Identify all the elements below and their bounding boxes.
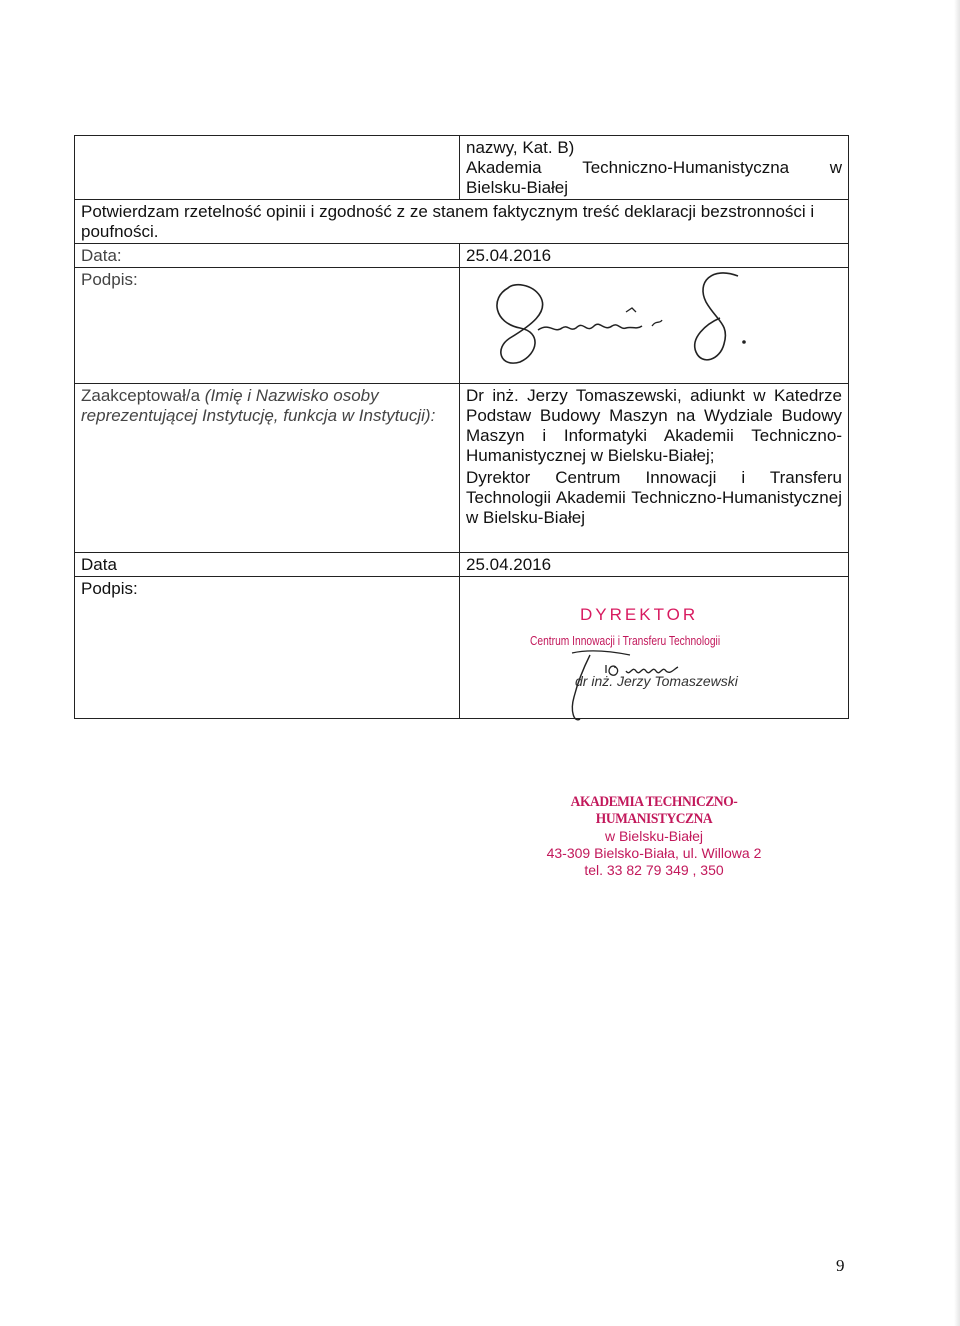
date-label-cell-2 (75, 553, 460, 577)
institution-word-2: Techniczno-Humanistyczna (582, 158, 790, 177)
institution-stamp-address: 43-309 Bielsko-Biała, ul. Willowa 2 (546, 845, 762, 861)
institution-stamp-name: AKADEMIA TECHNICZNO-HUMANISTYCZNA (570, 794, 738, 827)
date-value-2: 25.04.2016 (466, 555, 552, 574)
accepted-label-plain: Zaakceptował/a (81, 386, 205, 405)
signature-cell-1 (460, 268, 849, 384)
page-number: 9 (836, 1256, 845, 1275)
handwritten-signature-1 (480, 268, 780, 378)
declaration-table (74, 135, 849, 719)
date-row-1 (75, 244, 849, 268)
institution-stamp (544, 794, 764, 879)
confirmation-text: Potwierdzam rzetelność opinii i zgodność z ze stanem faktycznym treść deklaracji bezstronności i poufności. (81, 202, 815, 241)
director-stamp-title: DYREKTOR (580, 605, 699, 624)
signature-row-1 (75, 268, 849, 384)
date-value-1: 25.04.2016 (466, 246, 552, 265)
signature-label-cell-1 (75, 268, 460, 384)
institution-row (75, 136, 849, 200)
director-stamp-name: dr inż. Jerzy Tomaszewski (575, 673, 738, 689)
accepted-person: Dr inż. Jerzy Tomaszewski, adiunkt w Katedrze Podstaw Budowy Maszyn na Wydziale Budowy Maszyn i Informatyki Akademii Techniczno-Humanistycznej w Bielsku-Białej; (466, 386, 842, 465)
institution-left-cell (75, 136, 460, 200)
confirmation-cell (75, 200, 849, 244)
signature-label-1: Podpis: (81, 270, 138, 289)
accepted-value-cell (460, 384, 849, 553)
signature-label-2: Podpis: (81, 579, 138, 598)
institution-stamp-city: w Bielsku-Białej (604, 828, 704, 844)
accepted-label-italic: (Imię i Nazwisko osoby (204, 386, 379, 405)
accepted-row (75, 384, 849, 553)
date-label-cell-1 (75, 244, 460, 268)
institution-line-3: Bielsku-Białej (466, 178, 569, 197)
institution-line-1: nazwy, Kat. B) (466, 138, 575, 157)
accepted-label-line-2: reprezentującej Instytucję, funkcja w Instytucji): (81, 406, 436, 425)
date-label-2: Data (81, 555, 117, 574)
accepted-label-line-1 (81, 386, 453, 406)
institution-word-1: Akademia (466, 158, 542, 177)
date-value-cell-1 (460, 244, 849, 268)
institution-line-2 (466, 158, 842, 178)
accepted-label-cell (75, 384, 460, 553)
signature-label-cell-2 (75, 577, 460, 719)
institution-stamp-phone: tel. 33 82 79 349 , 350 (584, 862, 724, 878)
signature-cell-2 (460, 577, 849, 719)
date-row-2 (75, 553, 849, 577)
institution-word-3: w (829, 158, 842, 177)
date-value-cell-2 (460, 553, 849, 577)
confirmation-row (75, 200, 849, 244)
institution-right-cell (460, 136, 849, 200)
page-edge-shadow (954, 0, 960, 1326)
accepted-role: Dyrektor Centrum Innowacji i Transferu Technologii Akademii Techniczno-Humanistycznej w Bielsku-Białej (466, 468, 842, 527)
handwritten-signature-2 (550, 647, 750, 727)
director-stamp-subtitle: Centrum Innowacji i Transferu Technologii (530, 634, 721, 648)
signature-row-2 (75, 577, 849, 719)
date-label-1: Data: (81, 246, 122, 265)
